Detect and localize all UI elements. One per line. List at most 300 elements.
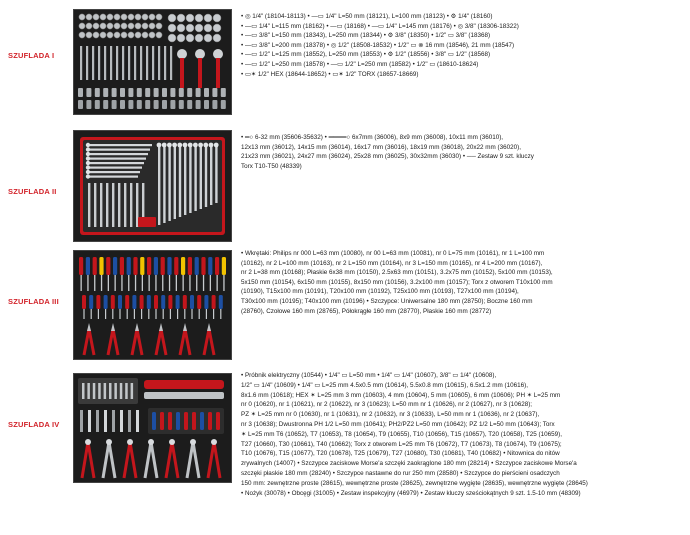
screwdriver-handle	[190, 295, 194, 309]
bit-socket	[78, 88, 83, 97]
wrench-end	[167, 143, 172, 148]
socket-icon	[195, 34, 203, 42]
pliers-jaw	[85, 439, 91, 445]
wrench-icon	[189, 145, 191, 213]
bit-socket	[145, 100, 150, 109]
desc-line: (10190), T15x100 mm (10191), T20x100 mm (10192), T25x100 mm (10193), T27x100 mm (10194),	[241, 288, 519, 296]
socket-icon	[213, 24, 221, 32]
socket-icon	[213, 34, 221, 42]
screwdriver-handle	[93, 257, 97, 275]
wrench-end	[86, 161, 90, 165]
bit-socket	[221, 100, 226, 109]
screwdriver-shaft	[105, 309, 106, 319]
socket-icon	[100, 14, 106, 20]
socket-icon	[204, 34, 212, 42]
wrench-icon	[205, 145, 207, 207]
bit-icon	[109, 383, 112, 399]
screwdriver-shaft	[119, 309, 120, 319]
desc-line: • ═○ 6-32 mm (35606-35632) • ════○ 6x7mm (36006), 8x9 mm (36008), 10x11 mm (36010),	[241, 134, 504, 141]
extension-bar	[152, 46, 154, 80]
desc-line: • —▭ 1/2" L=250 mm (18578) • —▭ 1/2" L=250 mm (18582) • 1/2" ▭ (18610-18624)	[241, 60, 479, 68]
wrench-end	[209, 143, 214, 148]
screwdriver-handle	[127, 257, 131, 275]
wrench-icon	[184, 145, 186, 215]
screwdriver-shaft	[101, 275, 102, 291]
desc-line: 8x1.6 mm (10618); HEX ✶ L=25 mm 3 mm (10603), 4 mm (10604), 5 mm (10605), 6 mm (10606); PH ✶ L=25 mm	[241, 391, 561, 399]
bit-icon	[93, 383, 96, 399]
pliers-jaw	[211, 439, 217, 445]
drawer-4-label: SZUFLADA IV	[8, 420, 60, 429]
screwdriver-shaft	[108, 275, 109, 291]
drawer-3-image	[74, 251, 231, 359]
screwdriver-shaft	[162, 275, 163, 291]
bit-socket	[120, 100, 125, 109]
wrench-icon	[88, 171, 140, 173]
socket-icon	[107, 14, 113, 20]
desc-line: (10162), nr 2 L=100 mm (10163), nr 2 L=150 mm (10164), nr 3 L=150 mm (10165), nr 4 L=200 mm (10167),	[241, 259, 543, 267]
socket-icon	[79, 23, 85, 29]
wrench-icon	[179, 145, 181, 217]
socket-icon	[195, 14, 203, 22]
bit-icon	[114, 383, 117, 399]
screwdriver-shaft	[170, 309, 171, 319]
desc-line: • ◎ 1/4" (18104-18113) • —▭ 1/4" L=50 mm (18121), L=100 mm (18123) • ⚙ 1/4" (18160)	[241, 13, 493, 20]
wrench-icon	[106, 183, 108, 227]
socket-icon	[114, 23, 120, 29]
screwdriver-shaft	[189, 275, 190, 291]
screwdriver-shaft	[177, 309, 178, 319]
socket-icon	[149, 32, 155, 38]
socket-icon	[142, 23, 148, 29]
handle-icon	[184, 412, 188, 430]
wrench-end	[86, 170, 90, 174]
screwdriver-handle	[118, 295, 122, 309]
socket-icon	[93, 32, 99, 38]
screwdriver-handle	[86, 257, 90, 275]
hex-key-icon	[112, 410, 115, 432]
bit-socket	[196, 88, 201, 97]
socket-icon	[128, 14, 134, 20]
wrench-end	[183, 143, 188, 148]
bit-socket	[145, 88, 150, 97]
desc-line: PZ ✶ L=25 mm nr 0 (10630), nr 1 (10631), nr 2 (10632), nr 3 (10633), L=50 mm nr 1 (10636), nr 2 (10637),	[241, 411, 540, 419]
drawer-2-label: SZUFLADA II	[8, 187, 57, 196]
screwdriver-shaft	[206, 309, 207, 319]
wrench-icon	[194, 145, 196, 211]
extension-bar	[116, 46, 118, 80]
bit-icon	[131, 383, 134, 399]
screwdriver-shaft	[94, 275, 95, 291]
handle-icon	[160, 412, 164, 430]
bit-socket	[86, 100, 91, 109]
hex-key-icon	[104, 410, 107, 432]
desc-line: • Wkrętaki: Philips nr 000 L=63 mm (10080), nr 00 L=63 mm (10081), nr 0 L=75 mm (10161), nr 1 L=100 mm	[241, 250, 545, 257]
desc-line: ✶ L=25 mm T6 (10652), T7 (10653), T8 (10654), T9 (10655), T10 (10656), T15 (10657), T20 (10658), T25 (10659),	[241, 430, 562, 438]
screwdriver-handle	[161, 295, 165, 309]
handle-icon	[152, 412, 156, 430]
desc-line: nr 3 (10638); Dwustronna PH 1/2 L=50 mm (10641); PH2/PZ2 L=50 mm (10642); PZ 1/2 L=50 mm (10643); Torx	[241, 420, 555, 428]
wrench-icon	[130, 183, 132, 227]
bit-socket	[179, 100, 184, 109]
drawer-4-photo	[73, 373, 232, 483]
screwdriver-shaft	[184, 309, 185, 319]
socket-icon	[177, 24, 185, 32]
wrench-end	[188, 143, 193, 148]
extension-bar	[128, 46, 130, 80]
socket-icon	[100, 32, 106, 38]
wrench-icon	[118, 183, 120, 227]
wrench-icon	[200, 145, 202, 209]
socket-icon	[204, 24, 212, 32]
socket-icon	[121, 32, 127, 38]
riveter-body	[144, 392, 224, 399]
extension-bar	[158, 46, 160, 80]
extension-bar	[122, 46, 124, 80]
screwdriver-handle	[167, 257, 171, 275]
wrench-icon	[88, 183, 90, 227]
wrench-end	[214, 143, 219, 148]
socket-icon	[149, 14, 155, 20]
screwdriver-handle	[174, 257, 178, 275]
bit-socket	[162, 88, 167, 97]
screwdriver-handle	[79, 257, 83, 275]
screwdriver-handle	[208, 257, 212, 275]
extension-bar	[104, 46, 106, 80]
screwdriver-handle	[104, 295, 108, 309]
screwdriver-handle	[82, 295, 86, 309]
screwdriver-shaft	[134, 309, 135, 319]
ratchet-head	[213, 49, 223, 59]
desc-line: zrywalnych (14007) • Szczypce zaciskowe Morse'a szczęki zaokrąglone 180 mm (28214) • Szczypce zaciskowe Morse'a	[241, 460, 577, 468]
wrench-end	[86, 156, 90, 160]
drawer-3-description	[241, 249, 685, 316]
desc-line: 150 mm: zewnętrzne proste (28615), wewnętrzne proste (28625), zewnętrzne wygięte (28635), wewnętrzne wygięte (28645)	[241, 479, 588, 487]
desc-line: (28760), Czołowe 160 mm (28765), Półokrągłe 160 mm (28770), Płaskie 160 mm (28772)	[241, 307, 492, 315]
socket-icon	[204, 14, 212, 22]
extension-bar	[134, 46, 136, 80]
screwdriver-shaft	[87, 275, 88, 291]
bit-socket	[128, 100, 133, 109]
screwdriver-shaft	[121, 275, 122, 291]
extension-bar	[92, 46, 94, 80]
socket-icon	[186, 34, 194, 42]
bit-socket	[112, 88, 117, 97]
handle-icon	[208, 412, 212, 430]
desc-line: T10 (10676), T15 (10677), T20 (10678), T25 (10679), T27 (10680), T30 (10681), T40 (10682) • Nitownica do nitów	[241, 450, 560, 458]
bit-holder	[78, 378, 138, 404]
socket-icon	[156, 23, 162, 29]
extension-bar	[110, 46, 112, 80]
drawer-2-photo	[73, 130, 232, 242]
ratchet-handle	[216, 58, 220, 88]
bit-socket	[137, 100, 142, 109]
screwdriver-shaft	[176, 275, 177, 291]
desc-line: 12x13 mm (36012), 14x15 mm (36014), 16x17 mm (36016), 18x19 mm (36018), 20x22 mm (36020),	[241, 143, 521, 151]
riveter-handle	[144, 380, 224, 389]
wrench-end	[172, 143, 177, 148]
socket-icon	[213, 14, 221, 22]
bit-socket	[154, 88, 159, 97]
screwdriver-shaft	[196, 275, 197, 291]
screwdriver-shaft	[115, 275, 116, 291]
wrench-icon	[88, 162, 144, 164]
wrench-icon	[94, 183, 96, 227]
extension-bar	[98, 46, 100, 80]
socket-icon	[93, 23, 99, 29]
wrench-icon	[215, 145, 217, 203]
socket-icon	[79, 32, 85, 38]
screwdriver-shaft	[169, 275, 170, 291]
desc-line: nr 2 L=38 mm (10168); Płaskie 6x38 mm (10150), 2.5x63 mm (10151), 3.2x75 mm (10152), 5x100 mm (10153),	[241, 269, 553, 277]
screwdriver-shaft	[128, 275, 129, 291]
screwdriver-handle	[140, 257, 144, 275]
extension-bar	[170, 46, 172, 80]
wrench-icon	[88, 167, 142, 169]
screwdriver-shaft	[155, 309, 156, 319]
socket-icon	[128, 23, 134, 29]
torx-key-set	[138, 217, 156, 227]
hex-key-icon	[128, 410, 131, 432]
bit-socket	[170, 88, 175, 97]
bit-socket	[204, 88, 209, 97]
drawer-4-image	[74, 374, 231, 482]
bit-socket	[170, 100, 175, 109]
desc-line: T27 (10660), T30 (10661), T40 (10662); Torx z otworem L=25 mm T6 (10672), T7 (10673), T8 (10674), T9 (10675);	[241, 440, 562, 448]
screwdriver-handle	[154, 257, 158, 275]
screwdriver-handle	[120, 257, 124, 275]
socket-icon	[114, 14, 120, 20]
screwdriver-handle	[147, 295, 151, 309]
socket-icon	[142, 14, 148, 20]
socket-icon	[135, 23, 141, 29]
screwdriver-handle	[106, 257, 110, 275]
wrench-end	[193, 143, 198, 148]
desc-line: 21x23 mm (36021), 24x27 mm (36024), 25x28 mm (36025), 30x32mm (36030) • ── Zestaw 9 szt. kluczy	[241, 153, 534, 161]
socket-icon	[79, 14, 85, 20]
screwdriver-handle	[161, 257, 165, 275]
screwdriver-handle	[113, 257, 117, 275]
wrench-end	[86, 152, 90, 156]
wrench-end	[162, 143, 167, 148]
bit-icon	[120, 383, 123, 399]
screwdriver-shaft	[183, 275, 184, 291]
pliers-jaw	[190, 439, 196, 445]
pliers-jaw	[106, 439, 112, 445]
desc-line: • —▭ 1/2" L=125 mm (18552), L=250 mm (18553) • ⚙ 1/2" (18556) • 3/8" ▭ 1/2" (18568)	[241, 51, 491, 59]
socket-icon	[121, 23, 127, 29]
screwdriver-handle	[188, 257, 192, 275]
screwdriver-shaft	[135, 275, 136, 291]
socket-icon	[107, 32, 113, 38]
socket-icon	[186, 14, 194, 22]
ratchet-head	[195, 49, 205, 59]
ratchet-handle	[180, 58, 184, 88]
hex-key-icon	[88, 410, 91, 432]
pliers-jaw	[127, 439, 133, 445]
screwdriver-shaft	[223, 275, 224, 291]
handle-icon	[200, 412, 204, 430]
screwdriver-handle	[147, 257, 151, 275]
socket-icon	[142, 32, 148, 38]
bit-icon	[125, 383, 128, 399]
socket-icon	[149, 23, 155, 29]
extension-bar	[146, 46, 148, 80]
desc-line: • —▭ 1/4" L=115 mm (18162) • —▭ (18168) • —▭ 1/4" L=145 mm (18176) • ◎ 3/8" (18306-18322)	[241, 22, 519, 30]
socket-icon	[114, 32, 120, 38]
screwdriver-shaft	[127, 309, 128, 319]
screwdriver-handle	[133, 257, 137, 275]
socket-icon	[156, 14, 162, 20]
drawer-1-photo	[73, 9, 232, 115]
hex-key-icon	[136, 410, 139, 432]
socket-icon	[135, 32, 141, 38]
bit-socket	[103, 88, 108, 97]
screwdriver-shaft	[203, 275, 204, 291]
drawer-4-description	[241, 371, 685, 498]
screwdriver-shaft	[91, 309, 92, 319]
screwdriver-handle	[125, 295, 129, 309]
desc-line: szczęki płaskie 180 mm (28240) • Szczypce nastawne do rur 250 mm (28580) • Szczypce do pierścieni osadczych	[241, 469, 560, 477]
bit-socket	[154, 100, 159, 109]
extension-bar	[140, 46, 142, 80]
ratchet-head	[177, 49, 187, 59]
screwdriver-shaft	[141, 309, 142, 319]
socket-icon	[93, 14, 99, 20]
socket-icon	[86, 14, 92, 20]
screwdriver-shaft	[213, 309, 214, 319]
hex-key-icon	[80, 410, 83, 432]
wrench-icon	[163, 145, 165, 223]
socket-icon	[186, 24, 194, 32]
screwdriver-shaft	[81, 275, 82, 291]
drawer-3-label: SZUFLADA III	[8, 297, 59, 306]
socket-icon	[168, 24, 176, 32]
socket-icon	[168, 34, 176, 42]
hex-key-icon	[120, 410, 123, 432]
bit-socket	[212, 88, 217, 97]
wrench-icon	[174, 145, 176, 219]
bit-socket	[179, 88, 184, 97]
screwdriver-handle	[222, 257, 226, 275]
screwdriver-handle	[212, 295, 216, 309]
socket-icon	[195, 24, 203, 32]
socket-icon	[107, 23, 113, 29]
desc-line: • Próbnik elektryczny (10544) • 1/4" ▭ L=50 mm • 1/4" ▭ 1/4" (10607), 3/8" ▭ 1/4" (10608),	[241, 372, 497, 379]
socket-icon	[177, 34, 185, 42]
screwdriver-shaft	[220, 309, 221, 319]
handle-icon	[216, 412, 220, 430]
screwdriver-shaft	[191, 309, 192, 319]
socket-icon	[156, 32, 162, 38]
screwdriver-handle	[197, 295, 201, 309]
wrench-end	[177, 143, 182, 148]
hex-key-icon	[96, 410, 99, 432]
socket-icon	[168, 14, 176, 22]
bit-socket	[112, 100, 117, 109]
bit-icon	[104, 383, 107, 399]
bit-socket	[204, 100, 209, 109]
screwdriver-handle	[176, 295, 180, 309]
socket-icon	[135, 14, 141, 20]
screwdriver-shaft	[142, 275, 143, 291]
screwdriver-handle	[140, 295, 144, 309]
socket-icon	[86, 23, 92, 29]
screwdriver-handle	[99, 257, 103, 275]
drawer-2-image	[74, 131, 231, 241]
bit-socket	[187, 100, 192, 109]
wrench-icon	[88, 176, 138, 178]
wrench-end	[86, 147, 90, 151]
wrench-end	[86, 174, 90, 178]
drawer-3-photo	[73, 250, 232, 360]
desc-line: T30x100 mm (10195); T40x100 mm (10196) • Szczypce: Uniwersalne 180 mm (28750); Boczne 160 mm	[241, 297, 533, 305]
wrench-end	[86, 165, 90, 169]
wrench-end	[86, 143, 90, 147]
screwdriver-shaft	[199, 309, 200, 319]
screwdriver-shaft	[148, 309, 149, 319]
screwdriver-shaft	[163, 309, 164, 319]
screwdriver-shaft	[98, 309, 99, 319]
extension-bar	[164, 46, 166, 80]
bit-icon	[87, 383, 90, 399]
screwdriver-shaft	[217, 275, 218, 291]
screwdriver-handle	[204, 295, 208, 309]
desc-line: 1/2" ▭ 1/4" (10609) • 1/4" ▭ L=25 mm 4.5x0.5 mm (10614), 5.5x0.8 mm (10615), 6.5x1.2 mm (10616),	[241, 381, 528, 389]
socket-icon	[86, 32, 92, 38]
screwdriver-handle	[132, 295, 136, 309]
bit-socket	[95, 88, 100, 97]
socket-icon	[121, 14, 127, 20]
wrench-icon	[210, 145, 212, 205]
screwdriver-shaft	[112, 309, 113, 319]
socket-icon	[128, 32, 134, 38]
extension-bar	[80, 46, 82, 80]
desc-line: • —▭ 3/8" L=150 mm (18343), L=250 mm (18344) • ⚙ 3/8" (18350) • 1/2" ▭ 3/8" (18368)	[241, 32, 491, 40]
socket-icon	[177, 14, 185, 22]
bit-socket	[103, 100, 108, 109]
bit-icon	[82, 383, 85, 399]
wrench-icon	[124, 183, 126, 227]
screwdriver-shaft	[149, 275, 150, 291]
extension-bar	[86, 46, 88, 80]
handle-icon	[192, 412, 196, 430]
screwdriver-handle	[195, 257, 199, 275]
bit-socket	[162, 100, 167, 109]
desc-line: nr 0 (10620), nr 1 (10621), nr 2 (10622), nr 3 (10623); L=50 mm nr 1 (10626), nr 2 (10627), nr 3 (10628);	[241, 401, 533, 409]
bit-socket	[128, 88, 133, 97]
wrench-icon	[88, 158, 146, 160]
wrench-icon	[88, 149, 150, 151]
screwdriver-handle	[154, 295, 158, 309]
desc-line: • ▭✶ 1/2" HEX (18644-18652) • ▭✶ 1/2" TORX (18657-18669)	[241, 70, 419, 78]
drawer-1-image	[74, 10, 231, 114]
screwdriver-handle	[168, 295, 172, 309]
screwdriver-handle	[201, 257, 205, 275]
bit-socket	[78, 100, 83, 109]
screwdriver-shaft	[83, 309, 84, 319]
bit-socket	[86, 88, 91, 97]
handle-icon	[176, 412, 180, 430]
screwdriver-shaft	[210, 275, 211, 291]
drawer-2-description	[241, 133, 685, 171]
bit-socket	[137, 88, 142, 97]
bit-socket	[196, 100, 201, 109]
screwdriver-handle	[183, 295, 187, 309]
pliers-jaw	[148, 439, 154, 445]
bit-socket	[212, 100, 217, 109]
wrench-icon	[168, 145, 170, 221]
desc-line: • —▭ 3/8" L=200 mm (18378) • ◎ 1/2" (18508-18532) • 1/2" ▭ ⊗ 16 mm (18546), 21 mm (18547)	[241, 41, 515, 49]
